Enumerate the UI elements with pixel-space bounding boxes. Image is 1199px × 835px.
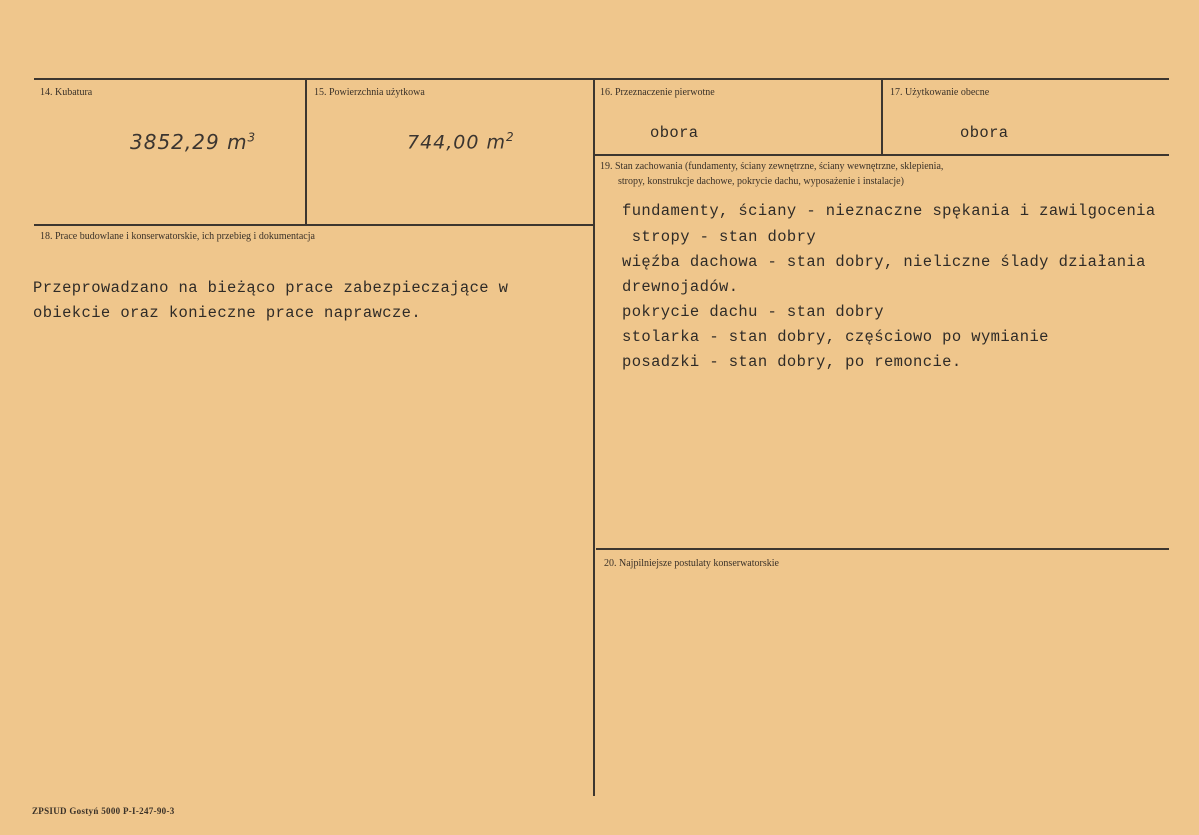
field-15-value: [407, 130, 515, 153]
field-19-line: więźba dachowa - stan dobry, nieliczne ślady działania: [622, 253, 1146, 271]
field-14-value-text: 3852,29 m: [130, 130, 248, 154]
field-14-value: [130, 130, 256, 154]
print-footer: ZPSIUD Gostyń 5000 P-I-247-90-3: [32, 806, 175, 816]
field-19-line: drewnojadów.: [622, 278, 739, 296]
field-18-label: 18. Prace budowlane i konserwatorskie, ich przebieg i dokumentacja: [40, 231, 315, 242]
field-19-line: posadzki - stan dobry, po remoncie.: [622, 353, 962, 371]
field-19-label-line1: 19. Stan zachowania (fundamenty, ściany zewnętrzne, ściany wewnętrzne, sklepienia,: [600, 161, 944, 172]
field-15-label: 15. Powierzchnia użytkowa: [314, 87, 425, 98]
field-14-label: 14. Kubatura: [40, 87, 93, 98]
field-19-line: stolarka - stan dobry, częściowo po wymianie: [622, 328, 1049, 346]
field-17-value: obora: [960, 124, 1009, 142]
field-19-line: fundamenty, ściany - nieznaczne spękania i zawilgocenia: [622, 202, 1156, 220]
field-18-line: obiekcie oraz konieczne prace naprawcze.: [33, 304, 422, 322]
field-20-label: 20. Najpilniejsze postulaty konserwatorskie: [604, 558, 779, 569]
rule-below-19: [596, 548, 1169, 550]
rule-below-16-17: [594, 154, 1169, 156]
field-19-label-line2: stropy, konstrukcje dachowe, pokrycie dachu, wyposażenie i instalacje): [618, 176, 904, 187]
rule-below-14-15: [34, 224, 594, 226]
top-rule: [34, 78, 1169, 80]
field-19-line: pokrycie dachu - stan dobry: [622, 303, 884, 321]
divider-16-17: [881, 80, 883, 154]
field-15-unit-sup: 2: [506, 130, 515, 144]
field-16-label: 16. Przeznaczenie pierwotne: [600, 87, 715, 98]
field-16-value: obora: [650, 124, 699, 142]
field-15-value-text: 744,00 m: [407, 131, 507, 154]
divider-14-15: [305, 80, 307, 225]
field-19-line: stropy - stan dobry: [622, 228, 817, 246]
field-18-line: Przeprowadzano na bieżąco prace zabezpieczające w: [33, 279, 509, 297]
field-17-label: 17. Użytkowanie obecne: [890, 87, 990, 98]
field-14-unit-sup: 3: [247, 130, 257, 145]
divider-main: [593, 80, 595, 796]
